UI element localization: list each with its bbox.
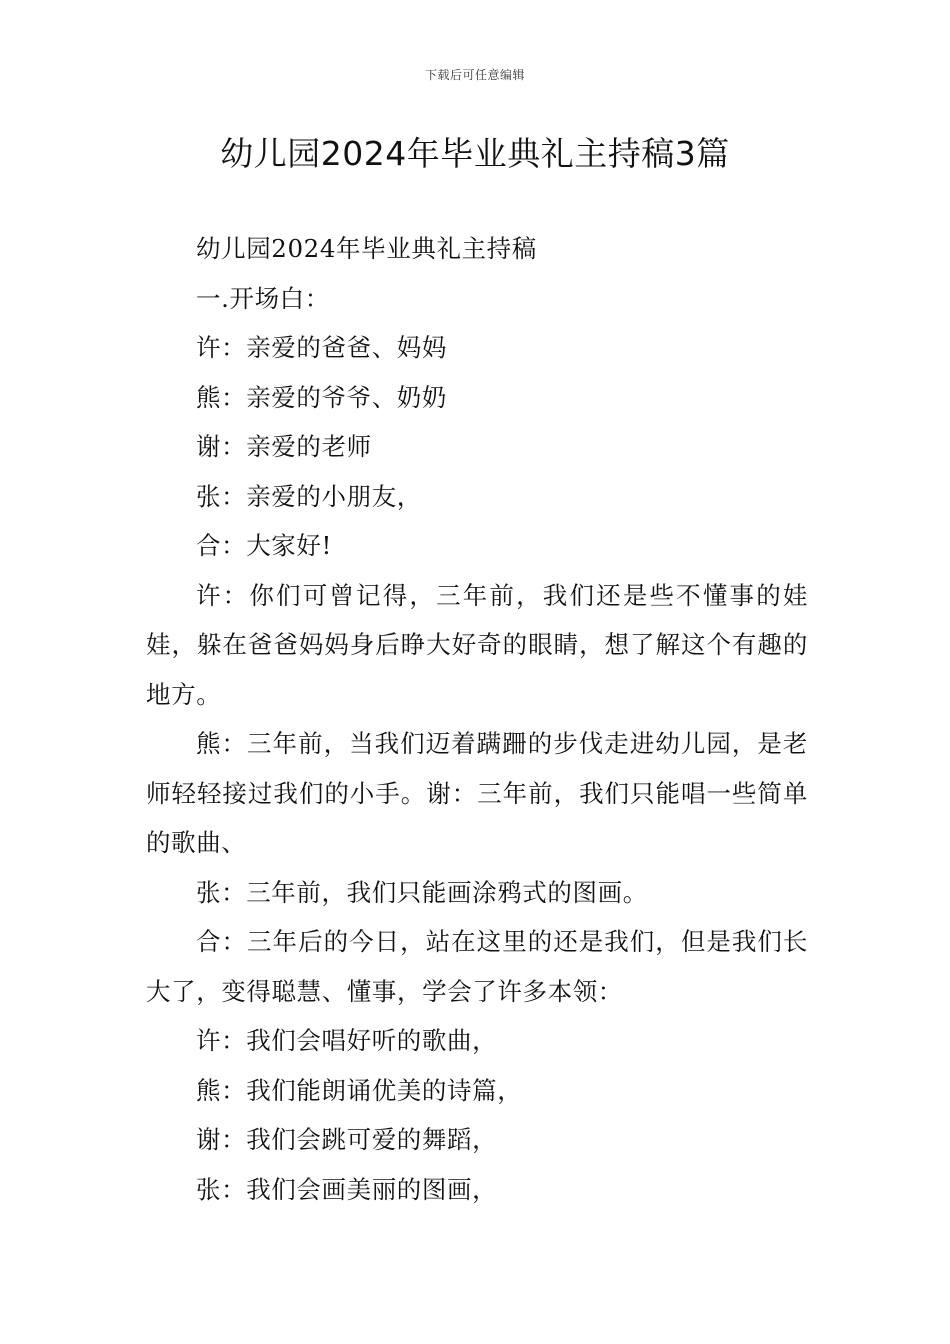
paragraph: 张：我们会画美丽的图画， xyxy=(196,1174,498,1204)
paragraph: 谢：我们会跳可爱的舞蹈， xyxy=(196,1125,498,1154)
document-title: 幼儿园2024年毕业典礼主持稿3篇 xyxy=(220,134,730,173)
paragraph: 熊：我们能朗诵优美的诗篇， xyxy=(196,1075,523,1105)
header-note: 下载后可任意编辑 xyxy=(424,68,525,82)
paragraph: 合：三年后的今日，站在这里的还是我们，但是我们长大了，变得聪慧、懂事，学会了许多本领： xyxy=(146,927,808,1006)
paragraph: 谢：亲爱的老师 xyxy=(196,432,372,461)
paragraph: 许：你们可曾记得，三年前，我们还是些不懂事的娃娃，躲在爸爸妈妈身后睁大好奇的眼睛，想了解这个有趣的地方。 xyxy=(146,580,808,709)
document-body xyxy=(146,224,808,1214)
paragraph-subtitle: 幼儿园2024年毕业典礼主持稿 xyxy=(196,234,537,263)
paragraph: 许：亲爱的爸爸、妈妈 xyxy=(196,333,447,362)
paragraph-section-heading: 一.开场白： xyxy=(196,283,330,313)
paragraph: 熊：三年前，当我们迈着蹒跚的步伐走进幼儿园，是老师轻轻接过我们的小手。谢：三年前，我们只能唱一些简单的歌曲、 xyxy=(146,729,808,857)
paragraph: 熊：亲爱的爷爷、奶奶 xyxy=(196,382,447,412)
paragraph: 许：我们会唱好听的歌曲， xyxy=(196,1026,498,1055)
paragraph: 合：大家好! xyxy=(196,531,332,560)
paragraph: 张：三年前，我们只能画涂鸦式的图画。 xyxy=(196,877,648,907)
paragraph: 张：亲爱的小朋友， xyxy=(196,481,422,511)
